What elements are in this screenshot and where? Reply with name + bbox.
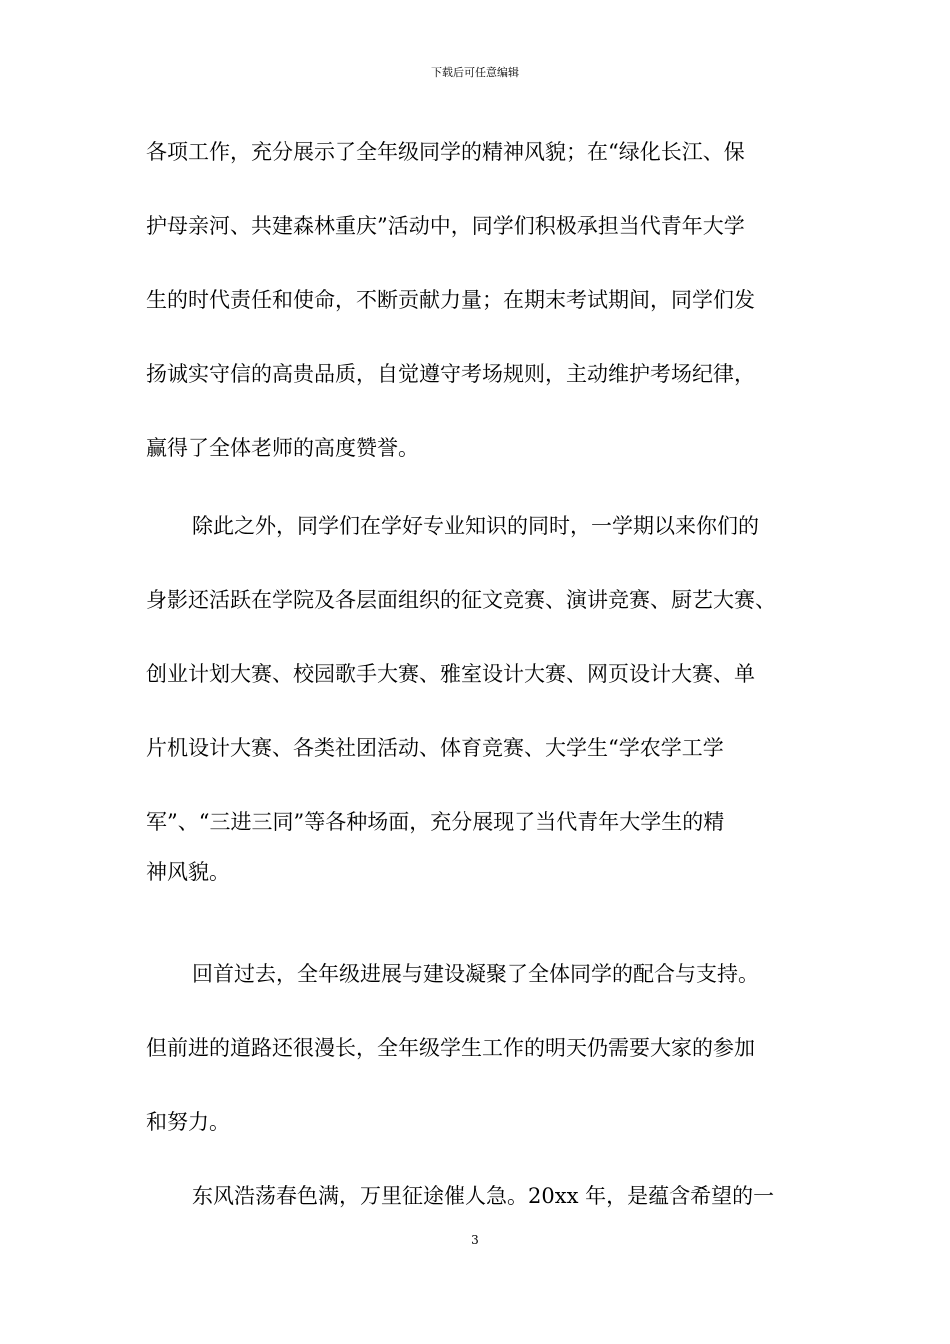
text-line-4: 扬诚实守信的高贵品质，自觉遵守考场规则，主动维护考场纪律， [146, 362, 755, 386]
text-line-11: 神风貌。 [146, 860, 230, 884]
text-line-13: 但前进的道路还很漫长，全年级学生工作的明天仍需要大家的参加 [146, 1036, 755, 1060]
text-line-5: 赢得了全体老师的高度赞誉。 [146, 436, 419, 460]
text-line-8: 创业计划大赛、校园歌手大赛、雅室设计大赛、网页设计大赛、单 [146, 662, 755, 686]
text-line-10: 军”、“三进三同”等各种场面，充分展现了当代青年大学生的精 [146, 810, 725, 834]
text-line-15: 东风浩荡春色满，万里征途催人急。20xx 年，是蕴含希望的一 [192, 1184, 775, 1208]
text-line-6: 除此之外，同学们在学好专业知识的同时，一学期以来你们的 [192, 514, 759, 538]
page-header: 下载后可任意编辑 [431, 66, 519, 79]
text-line-7: 身影还活跃在学院及各层面组织的征文竞赛、演讲竞赛、厨艺大赛、 [146, 588, 776, 612]
text-line-3: 生的时代责任和使命，不断贡献力量；在期末考试期间，同学们发 [146, 288, 755, 312]
text-line-12: 回首过去，全年级进展与建设凝聚了全体同学的配合与支持。 [192, 962, 759, 986]
page-number: 3 [471, 1233, 479, 1247]
text-line-14: 和努力。 [146, 1110, 230, 1134]
text-line-2: 护母亲河、共建森林重庆”活动中，同学们积极承担当代青年大学 [146, 214, 745, 238]
text-line-9: 片机设计大赛、各类社团活动、体育竞赛、大学生“学农学工学 [146, 736, 724, 760]
text-line-1: 各项工作，充分展示了全年级同学的精神风貌；在“绿化长江、保 [146, 140, 745, 164]
